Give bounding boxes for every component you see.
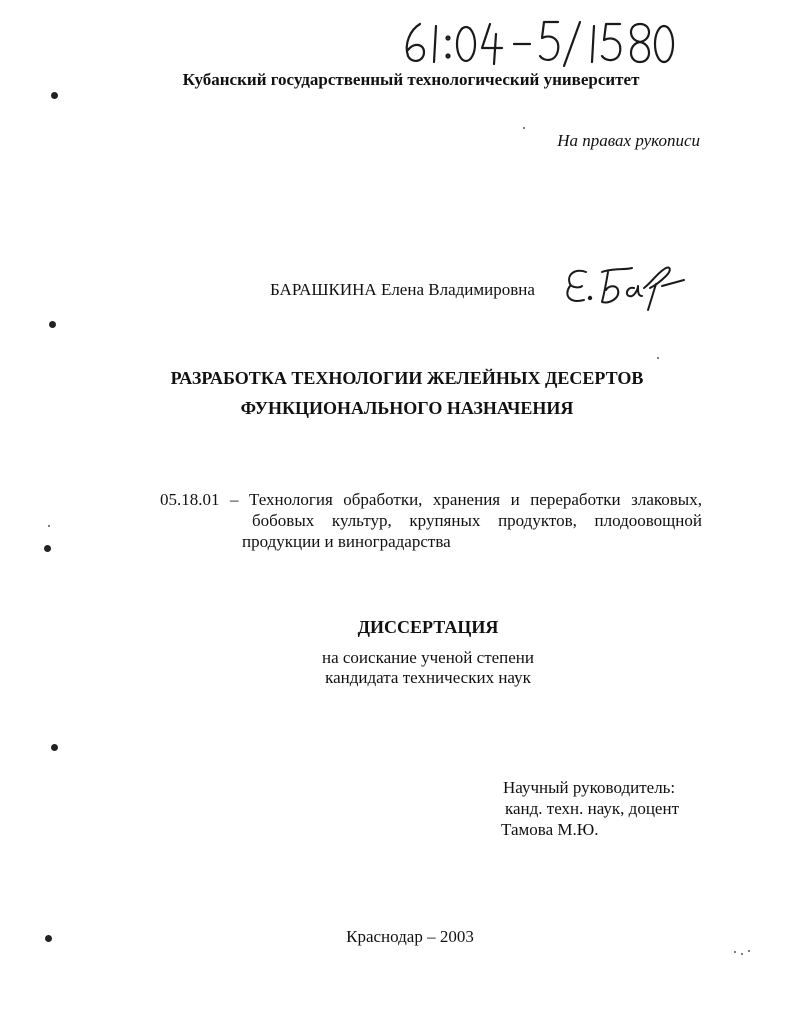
punch-mark: [51, 92, 58, 99]
specialty-code: 05.18.01: [160, 490, 220, 509]
specialty-word: бобовых: [252, 511, 315, 530]
author-name: БАРАШКИНА Елена Владимировна: [270, 280, 535, 299]
dissertation-degree: кандидата технических наук: [325, 668, 531, 687]
specialty-word: злаковых,: [631, 490, 702, 509]
specialty-line-1: [160, 489, 702, 510]
city-year: Краснодар – 2003: [346, 927, 474, 946]
specialty-word: плодоовощной: [594, 511, 702, 530]
specialty-word: обработки,: [343, 490, 423, 509]
scan-speck: [748, 950, 750, 952]
specialty-word: крупяных: [409, 511, 481, 530]
supervisor-block: [503, 777, 679, 840]
dissertation-purpose: на соискание ученой степени: [321, 648, 535, 667]
specialty-block: [160, 489, 702, 552]
specialty-word: переработки: [530, 490, 621, 509]
university-name: Кубанский государственный технологический университет: [182, 70, 640, 89]
manuscript-rights-note: На правах рукописи: [557, 131, 700, 150]
specialty-word: культур,: [331, 511, 392, 530]
punch-mark: [51, 744, 58, 751]
supervisor-title: канд. техн. наук, доцент: [505, 799, 680, 818]
scan-speck: [734, 951, 736, 953]
specialty-line-2: [252, 510, 702, 531]
supervisor-label: Научный руководитель:: [503, 778, 676, 797]
specialty-word: и: [510, 490, 520, 509]
specialty-word: хранения: [432, 490, 501, 509]
scan-speck: [48, 525, 50, 527]
dissertation-type: ДИССЕРТАЦИЯ: [357, 617, 499, 637]
scan-speck: [657, 357, 659, 359]
scan-speck: [523, 127, 525, 129]
scan-speck: [741, 953, 743, 955]
thesis-title-line-2: ФУНКЦИОНАЛЬНОГО НАЗНАЧЕНИЯ: [240, 398, 574, 418]
punch-mark: [49, 321, 56, 328]
handwritten-archive-number: [398, 18, 678, 68]
thesis-title-line-1: РАЗРАБОТКА ТЕХНОЛОГИИ ЖЕЛЕЙНЫХ ДЕСЕРТОВ: [170, 368, 644, 388]
punch-mark: [44, 545, 51, 552]
punch-mark: [45, 935, 52, 942]
specialty-line-3: продукции и виноградарства: [242, 532, 451, 551]
specialty-word: Технология: [248, 490, 333, 509]
specialty-word: продуктов,: [498, 511, 577, 530]
supervisor-name: Тамова М.Ю.: [501, 820, 599, 839]
author-signature: [562, 258, 692, 313]
specialty-dash: –: [229, 490, 239, 509]
